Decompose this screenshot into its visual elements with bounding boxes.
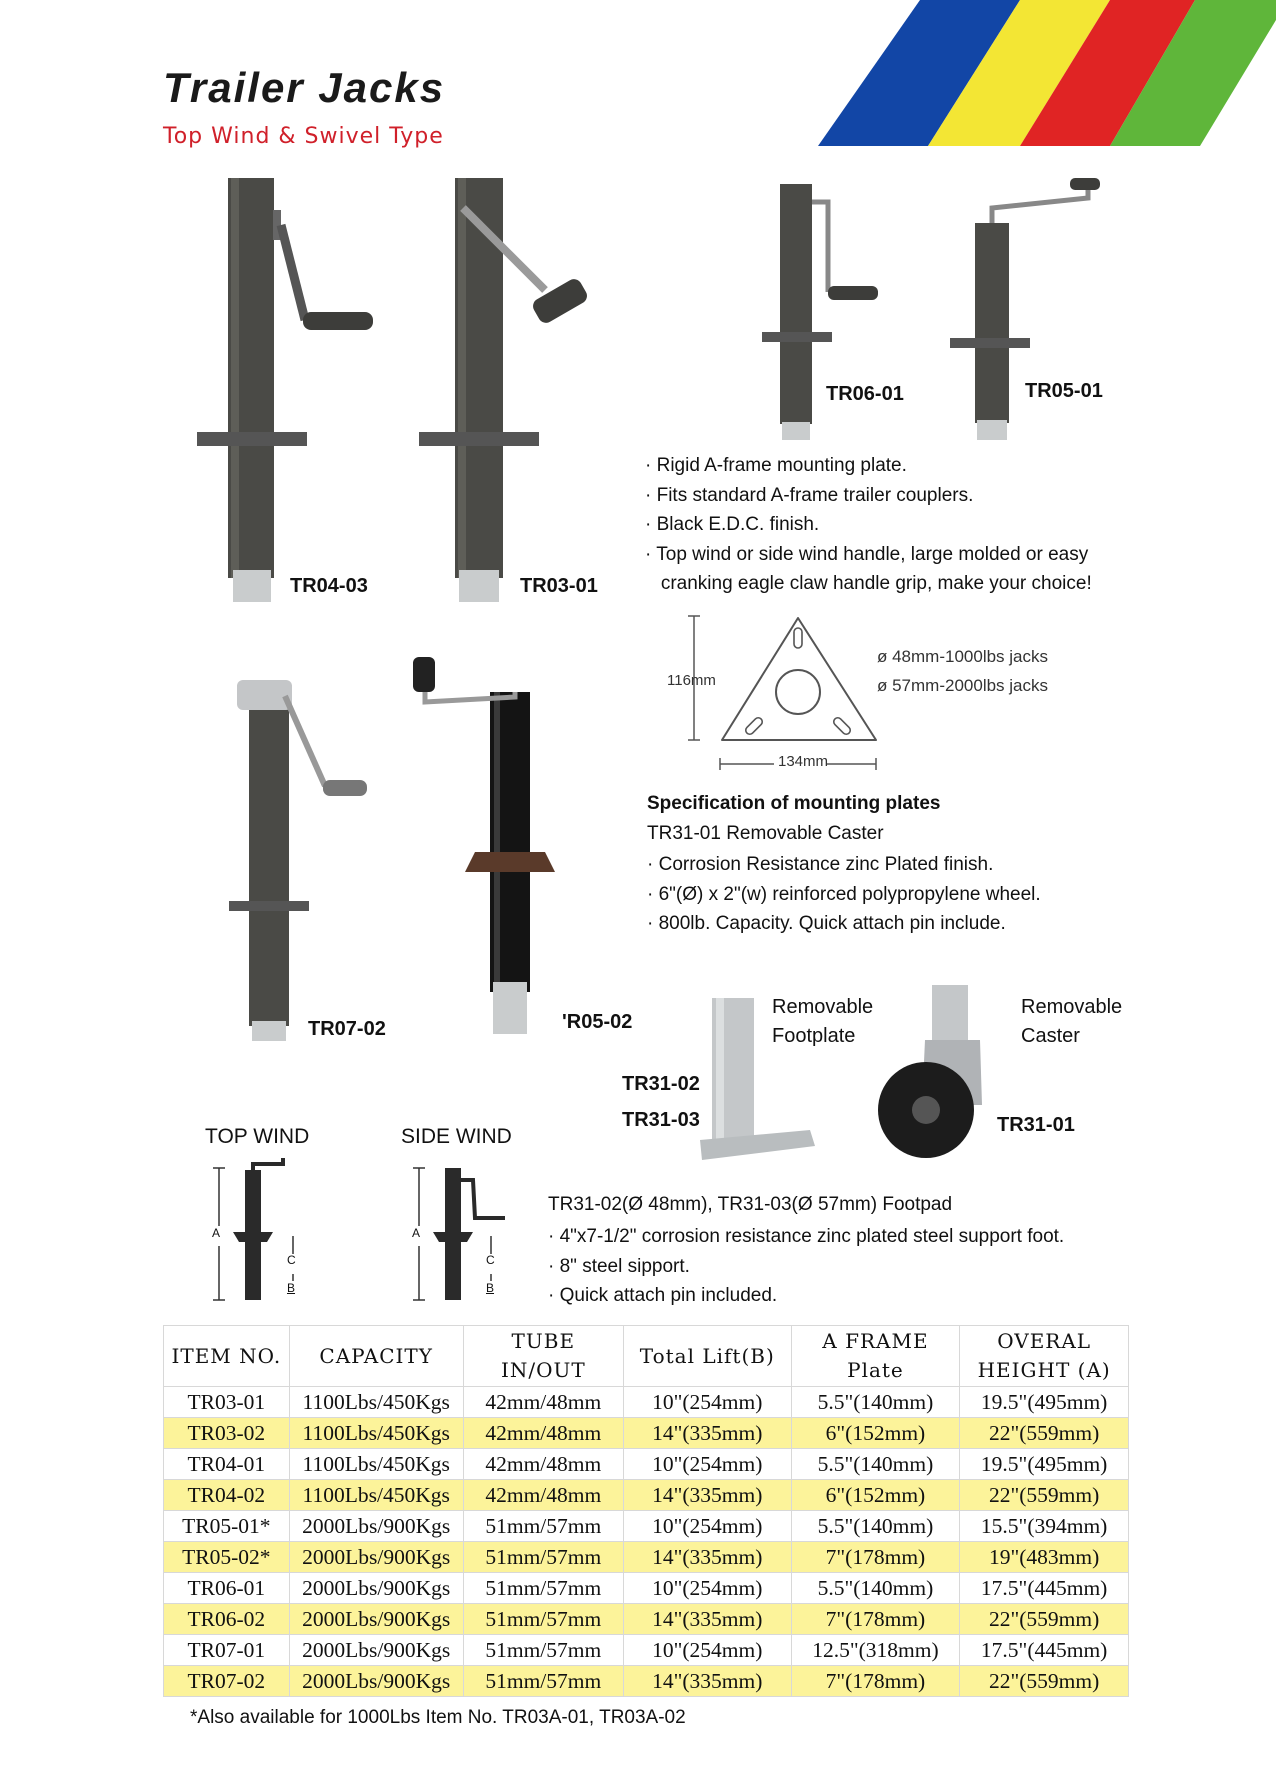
table-cell: 7"(178mm)	[791, 1604, 960, 1635]
feature-item: · Top wind or side wind handle, large molded or easy	[645, 543, 1089, 565]
caster-label-1: Removable	[1021, 996, 1123, 1018]
table-cell: 5.5"(140mm)	[791, 1387, 960, 1418]
table-cell: TR06-01	[164, 1573, 290, 1604]
table-cell: 51mm/57mm	[463, 1511, 623, 1542]
feature-list	[645, 451, 1092, 599]
footplate-label-1: Removable	[772, 996, 874, 1018]
table-cell: 6"(152mm)	[791, 1480, 960, 1511]
product-label-tr05-02: 'R05-02	[562, 1011, 633, 1033]
column-header-a-frame: A FRAME Plate	[791, 1326, 960, 1387]
table-cell: TR07-01	[164, 1635, 290, 1666]
caster-label-2: Caster	[1021, 1025, 1080, 1047]
table-cell: 22"(559mm)	[960, 1666, 1129, 1697]
table-cell: 51mm/57mm	[463, 1604, 623, 1635]
table-cell: 5.5"(140mm)	[791, 1511, 960, 1542]
table-cell: 51mm/57mm	[463, 1635, 623, 1666]
table-cell: 6"(152mm)	[791, 1418, 960, 1449]
table-cell: 22"(559mm)	[960, 1480, 1129, 1511]
footnote: *Also available for 1000Lbs Item No. TR03A-01, TR03A-02	[190, 1707, 686, 1728]
table-cell: 1100Lbs/450Kgs	[289, 1449, 463, 1480]
product-label-tr05-01: TR05-01	[1025, 380, 1103, 402]
top-wind-diagram	[205, 1158, 315, 1308]
side-wind-dim-a: A	[412, 1226, 421, 1240]
table-cell: 5.5"(140mm)	[791, 1573, 960, 1604]
table-cell: 42mm/48mm	[463, 1418, 623, 1449]
mounting-spec-bullet: · 800lb. Capacity. Quick attach pin include.	[647, 913, 1006, 934]
table-cell: TR03-01	[164, 1387, 290, 1418]
table-cell: 2000Lbs/900Kgs	[289, 1542, 463, 1573]
table-cell: 22"(559mm)	[960, 1604, 1129, 1635]
table-cell: 7"(178mm)	[791, 1666, 960, 1697]
column-header-total-lift: Total Lift(B)	[623, 1326, 791, 1387]
table-cell: 51mm/57mm	[463, 1573, 623, 1604]
mounting-plate-diagram	[680, 612, 900, 772]
jack-image-tr03-01	[415, 170, 615, 610]
side-wind-label: SIDE WIND	[401, 1125, 512, 1148]
table-cell: 42mm/48mm	[463, 1387, 623, 1418]
side-wind-diagram	[405, 1158, 525, 1308]
table-row	[164, 1604, 1129, 1635]
table-cell: 15.5"(394mm)	[960, 1511, 1129, 1542]
feature-item: cranking eagle claw handle grip, make your choice!	[645, 573, 1092, 594]
table-cell: 10"(254mm)	[623, 1635, 791, 1666]
table-cell: 42mm/48mm	[463, 1449, 623, 1480]
table-cell: 14"(335mm)	[623, 1542, 791, 1573]
table-row	[164, 1573, 1129, 1604]
feature-item: · Fits standard A-frame trailer couplers.	[645, 484, 974, 506]
top-wind-dim-b: B	[287, 1281, 296, 1295]
jack-image-tr07-02	[225, 676, 395, 1046]
page-title: Trailer Jacks	[163, 64, 446, 111]
table-cell: 22"(559mm)	[960, 1418, 1129, 1449]
table-cell: 2000Lbs/900Kgs	[289, 1511, 463, 1542]
column-header-tube: TUBE IN/OUT	[463, 1326, 623, 1387]
table-cell: TR07-02	[164, 1666, 290, 1697]
table-cell: 12.5"(318mm)	[791, 1635, 960, 1666]
product-label-tr07-02: TR07-02	[308, 1018, 386, 1040]
top-wind-dim-a: A	[212, 1226, 221, 1240]
table-cell: 10"(254mm)	[623, 1511, 791, 1542]
footpad-list	[548, 1222, 1064, 1311]
table-cell: 19"(483mm)	[960, 1542, 1129, 1573]
table-cell: TR06-02	[164, 1604, 290, 1635]
table-cell: 5.5"(140mm)	[791, 1449, 960, 1480]
table-row	[164, 1418, 1129, 1449]
table-cell: TR04-01	[164, 1449, 290, 1480]
table-cell: 51mm/57mm	[463, 1542, 623, 1573]
table-row	[164, 1542, 1129, 1573]
table-cell: 2000Lbs/900Kgs	[289, 1635, 463, 1666]
column-header-overall-height: OVERAL HEIGHT (A)	[960, 1326, 1129, 1387]
spec-table-body	[164, 1387, 1129, 1697]
table-cell: 7"(178mm)	[791, 1542, 960, 1573]
spec-table	[163, 1325, 1129, 1697]
footpad-bullet: · Quick attach pin included.	[548, 1285, 778, 1306]
table-cell: TR03-02	[164, 1418, 290, 1449]
footpad-heading: TR31-02(Ø 48mm), TR31-03(Ø 57mm) Footpad	[548, 1194, 953, 1215]
mounting-spec-item: TR31-01 Removable Caster	[647, 823, 884, 844]
table-row	[164, 1635, 1129, 1666]
table-cell: 10"(254mm)	[623, 1387, 791, 1418]
side-wind-dim-c: C	[486, 1253, 495, 1267]
column-header-capacity: CAPACITY	[289, 1326, 463, 1387]
table-cell: 19.5"(495mm)	[960, 1387, 1129, 1418]
table-cell: 17.5"(445mm)	[960, 1573, 1129, 1604]
top-wind-label: TOP WIND	[205, 1125, 310, 1148]
table-row	[164, 1480, 1129, 1511]
table-cell: 2000Lbs/900Kgs	[289, 1604, 463, 1635]
jack-image-tr04-03	[195, 170, 425, 610]
feature-item: · Rigid A-frame mounting plate.	[645, 455, 907, 476]
product-label-tr06-01: TR06-01	[826, 383, 904, 405]
footpad-bullet: · 4"x7-1/2" corrosion resistance zinc plated steel support foot.	[548, 1226, 1065, 1247]
caster-image	[870, 985, 1010, 1160]
footplate-label-2: Footplate	[772, 1025, 856, 1047]
table-cell: 2000Lbs/900Kgs	[289, 1666, 463, 1697]
jack-image-tr05-02	[405, 652, 575, 1042]
mounting-spec-heading: Specification of mounting plates	[647, 793, 941, 814]
table-cell: 14"(335mm)	[623, 1418, 791, 1449]
plate-spec-48mm: ø 48mm-1000lbs jacks	[877, 647, 1049, 666]
table-cell: 2000Lbs/900Kgs	[289, 1573, 463, 1604]
jack-image-tr05-01	[948, 178, 1108, 448]
column-header-item-no: ITEM NO.	[164, 1326, 290, 1387]
table-cell: 14"(335mm)	[623, 1480, 791, 1511]
mounting-spec-list	[647, 850, 1041, 939]
product-label-tr03-01: TR03-01	[520, 575, 598, 597]
feature-item: · Black E.D.C. finish.	[645, 514, 820, 535]
product-label-tr31-03: TR31-03	[622, 1109, 700, 1131]
spec-table-header-row	[164, 1326, 1129, 1387]
table-cell: TR04-02	[164, 1480, 290, 1511]
table-cell: 10"(254mm)	[623, 1449, 791, 1480]
table-row	[164, 1387, 1129, 1418]
side-wind-dim-b: B	[486, 1281, 495, 1295]
color-stripes-graphic	[820, 0, 1276, 146]
product-label-tr04-03: TR04-03	[290, 575, 368, 597]
product-label-tr31-01: TR31-01	[997, 1114, 1075, 1136]
table-cell: 51mm/57mm	[463, 1666, 623, 1697]
table-cell: TR05-02*	[164, 1542, 290, 1573]
table-cell: 19.5"(495mm)	[960, 1449, 1129, 1480]
table-row	[164, 1511, 1129, 1542]
table-cell: 14"(335mm)	[623, 1666, 791, 1697]
table-row	[164, 1449, 1129, 1480]
mounting-spec-bullet: · Corrosion Resistance zinc Plated finish.	[647, 854, 994, 875]
table-cell: 1100Lbs/450Kgs	[289, 1387, 463, 1418]
plate-height-label: 116mm	[667, 672, 716, 689]
table-cell: TR05-01*	[164, 1511, 290, 1542]
product-label-tr31-02: TR31-02	[622, 1073, 700, 1095]
page-subtitle: Top Wind & Swivel Type	[163, 124, 444, 149]
table-cell: 42mm/48mm	[463, 1480, 623, 1511]
table-cell: 14"(335mm)	[623, 1604, 791, 1635]
table-cell: 1100Lbs/450Kgs	[289, 1480, 463, 1511]
plate-width-label: 134mm	[778, 753, 829, 770]
top-wind-dim-c: C	[287, 1253, 296, 1267]
table-cell: 10"(254mm)	[623, 1573, 791, 1604]
table-row	[164, 1666, 1129, 1697]
footpad-bullet: · 8" steel sipport.	[548, 1255, 690, 1277]
table-cell: 17.5"(445mm)	[960, 1635, 1129, 1666]
table-cell: 1100Lbs/450Kgs	[289, 1418, 463, 1449]
mounting-spec-bullet: · 6"(Ø) x 2"(w) reinforced polypropylene wheel.	[647, 883, 1041, 905]
plate-spec-57mm: ø 57mm-2000lbs jacks	[877, 676, 1049, 695]
